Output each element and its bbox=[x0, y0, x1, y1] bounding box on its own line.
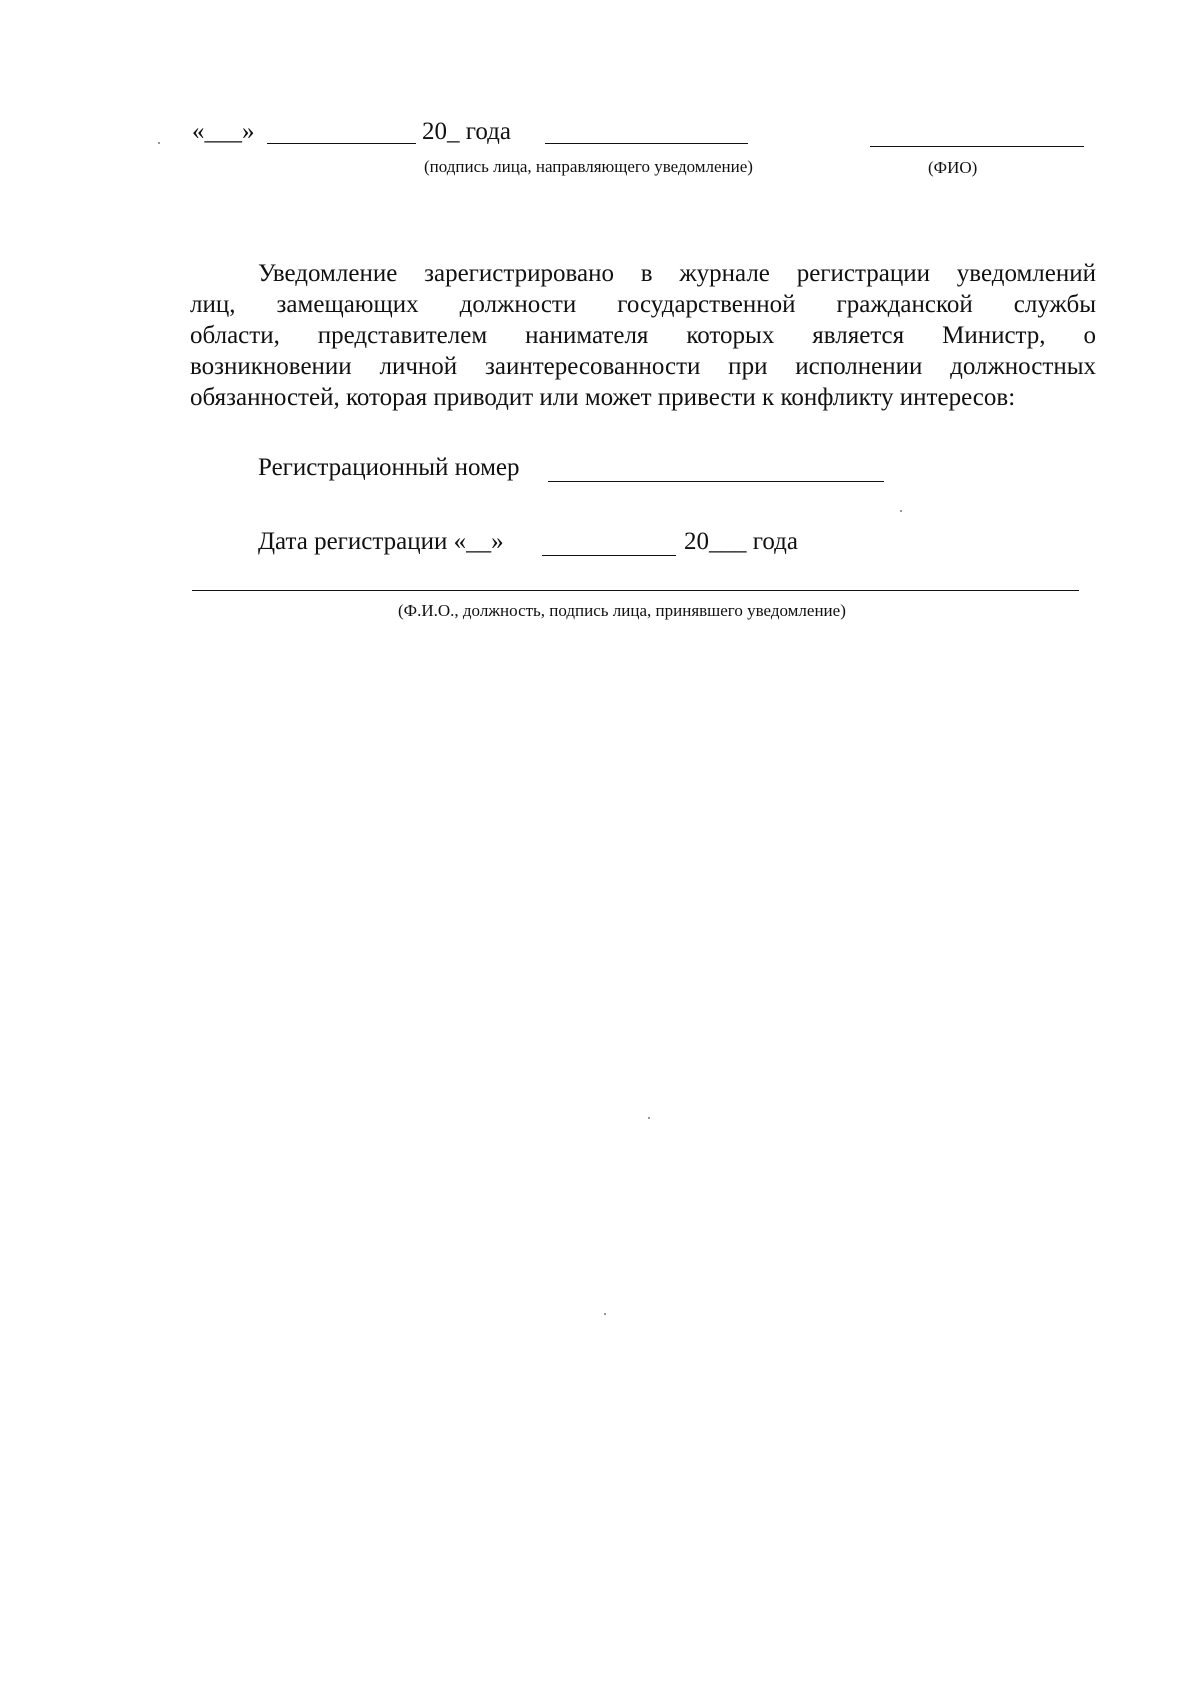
date-day-field: «___» bbox=[192, 118, 255, 145]
receiver-underline bbox=[192, 590, 1079, 591]
signature-caption: (подпись лица, направляющего уведомление) bbox=[424, 157, 753, 176]
scan-speck bbox=[158, 142, 160, 144]
date-month-underline bbox=[267, 143, 416, 144]
paragraph-line-5: обязанностей, которая приводит или может привести к конфликту интересов: bbox=[190, 384, 1016, 411]
registration-number-label: Регистрационный номер bbox=[258, 454, 520, 481]
scan-speck bbox=[900, 510, 902, 512]
paragraph-line-3: области, представителем нанимателя которых является Министр, о bbox=[190, 322, 1096, 349]
signature-underline bbox=[545, 143, 748, 144]
fio-caption: (ФИО) bbox=[928, 158, 978, 177]
registration-paragraph bbox=[190, 258, 1096, 413]
date-year-text: 20_ года bbox=[422, 118, 511, 145]
paragraph-line-4: возникновении личной заинтересованности при исполнении должностных bbox=[190, 353, 1096, 380]
registration-date-year: 20___ года bbox=[684, 528, 798, 555]
receiver-caption: (Ф.И.О., должность, подпись лица, принявшего уведомление) bbox=[398, 601, 846, 620]
registration-date-month-underline bbox=[542, 555, 676, 556]
scan-speck bbox=[604, 1313, 606, 1315]
paragraph-line-1: Уведомление зарегистрировано в журнале регистрации уведомлений bbox=[258, 260, 1096, 287]
registration-date-label: Дата регистрации «__» bbox=[258, 528, 504, 555]
scan-speck bbox=[648, 1117, 650, 1119]
paragraph-line-2: лиц, замещающих должности государственной гражданской службы bbox=[190, 291, 1096, 318]
registration-number-underline bbox=[548, 481, 884, 482]
fio-underline bbox=[870, 146, 1084, 147]
